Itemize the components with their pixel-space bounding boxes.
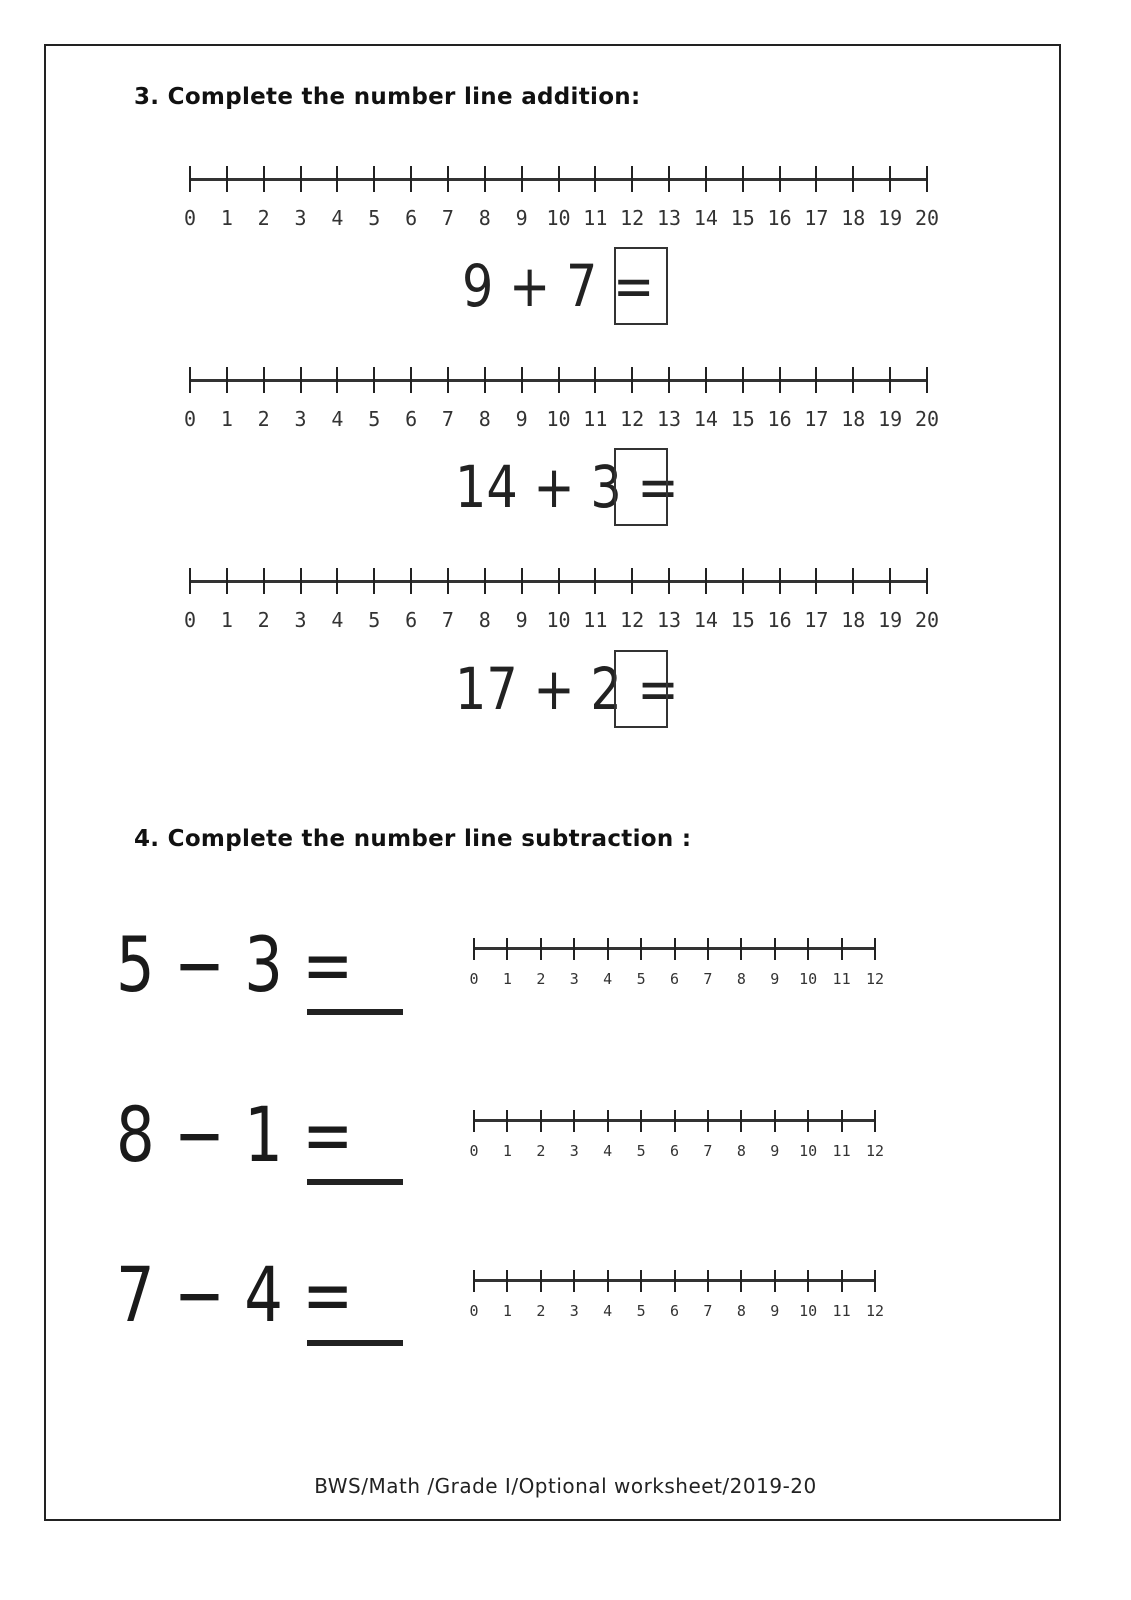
number-line-tick xyxy=(740,1110,742,1132)
number-line-label: 0 xyxy=(469,1142,479,1160)
number-line-tick xyxy=(410,166,412,192)
addition-problem-2: 14 + 3 = xyxy=(455,453,679,521)
number-line-tick xyxy=(594,367,596,393)
number-line-tick xyxy=(774,1110,776,1132)
number-line-tick xyxy=(447,568,449,594)
q4-heading: 4. Complete the number line subtraction : xyxy=(134,826,692,852)
number-line-tick xyxy=(631,568,633,594)
number-line-label: 18 xyxy=(841,608,866,632)
number-line-label: 9 xyxy=(515,608,528,632)
number-line-label: 1 xyxy=(502,1142,512,1160)
number-line-tick xyxy=(373,367,375,393)
number-line-tick xyxy=(841,1270,843,1292)
number-line-label: 11 xyxy=(832,1302,851,1320)
number-line-tick xyxy=(640,1270,642,1292)
number-line-tick xyxy=(852,367,854,393)
number-line-label: 8 xyxy=(478,407,491,431)
number-line-tick xyxy=(607,1270,609,1292)
number-line-tick xyxy=(447,367,449,393)
number-line-tick xyxy=(874,1110,876,1132)
number-line-tick xyxy=(226,166,228,192)
number-line-tick xyxy=(674,1110,676,1132)
number-line-tick xyxy=(226,568,228,594)
number-line-label: 15 xyxy=(730,206,755,230)
number-line-tick xyxy=(874,1270,876,1292)
number-line-tick xyxy=(815,367,817,393)
number-line-label: 13 xyxy=(657,608,682,632)
number-line-label: 5 xyxy=(368,608,381,632)
number-line-label: 9 xyxy=(770,1302,780,1320)
number-line-label: 12 xyxy=(865,1302,885,1320)
number-line-tick xyxy=(558,568,560,594)
number-line-label: 2 xyxy=(536,1142,546,1160)
number-line-tick xyxy=(707,1110,709,1132)
number-line-label: 5 xyxy=(636,1302,646,1320)
number-line-tick xyxy=(263,568,265,594)
number-line-tick xyxy=(573,938,575,960)
number-line-tick xyxy=(540,938,542,960)
number-line-label: 2 xyxy=(257,206,270,230)
number-line-tick xyxy=(740,1270,742,1292)
number-line-label: 11 xyxy=(832,1142,851,1160)
number-line-label: 4 xyxy=(603,970,613,988)
subtraction-problem-1: 5 − 3 = xyxy=(116,920,354,1009)
number-line-label: 3 xyxy=(294,206,307,230)
number-line-label: 16 xyxy=(767,206,792,230)
number-line-tick xyxy=(473,938,475,960)
number-line-label: 0 xyxy=(469,970,479,988)
number-line-tick xyxy=(807,1270,809,1292)
number-line-tick xyxy=(779,367,781,393)
number-line-label: 6 xyxy=(405,206,418,230)
number-line-label: 11 xyxy=(832,970,851,988)
number-line-label: 15 xyxy=(730,608,755,632)
number-line-tick xyxy=(705,568,707,594)
number-line-tick xyxy=(852,166,854,192)
number-line-label: 1 xyxy=(220,407,233,431)
number-line-tick xyxy=(874,938,876,960)
number-line-label: 19 xyxy=(878,407,903,431)
number-line-label: 2 xyxy=(257,407,270,431)
number-line-label: 11 xyxy=(583,206,608,230)
number-line-label: 15 xyxy=(730,407,755,431)
number-line-label: 7 xyxy=(703,970,713,988)
number-line-tick xyxy=(263,367,265,393)
number-line-label: 17 xyxy=(804,407,829,431)
number-line-tick xyxy=(473,1270,475,1292)
number-line-label: 8 xyxy=(736,970,746,988)
number-line-label: 8 xyxy=(736,1302,746,1320)
number-line-tick xyxy=(410,367,412,393)
number-line-label: 20 xyxy=(914,206,940,230)
number-line-label: 16 xyxy=(767,608,792,632)
number-line-label: 9 xyxy=(515,206,528,230)
number-line-label: 7 xyxy=(441,608,454,632)
number-line-label: 3 xyxy=(569,1302,579,1320)
number-line-label: 7 xyxy=(703,1142,713,1160)
number-line-tick xyxy=(506,938,508,960)
answer-box-3[interactable] xyxy=(614,650,668,728)
number-line-tick xyxy=(607,938,609,960)
number-line-tick xyxy=(668,166,670,192)
number-line-label: 20 xyxy=(914,608,940,632)
number-line-label: 4 xyxy=(603,1302,613,1320)
number-line-tick xyxy=(189,166,191,192)
number-line-label: 20 xyxy=(914,407,940,431)
number-line-tick xyxy=(674,1270,676,1292)
number-line-tick xyxy=(484,166,486,192)
number-line-label: 0 xyxy=(183,206,197,230)
number-line-label: 2 xyxy=(257,608,270,632)
number-line-label: 13 xyxy=(657,206,682,230)
number-line-label: 3 xyxy=(294,407,307,431)
number-line-tick xyxy=(410,568,412,594)
number-line-label: 0 xyxy=(183,608,197,632)
number-line-tick xyxy=(558,367,560,393)
number-line-tick xyxy=(815,568,817,594)
number-line-label: 12 xyxy=(620,608,645,632)
number-line-tick xyxy=(640,938,642,960)
number-line-label: 14 xyxy=(693,608,718,632)
number-line-label: 1 xyxy=(220,206,233,230)
number-line-tick xyxy=(674,938,676,960)
number-line-tick xyxy=(300,568,302,594)
number-line-tick xyxy=(373,166,375,192)
number-line-label: 9 xyxy=(770,970,780,988)
number-line-label: 11 xyxy=(583,608,608,632)
subtraction-problem-2: 8 − 1 = xyxy=(116,1090,354,1179)
number-line-label: 19 xyxy=(878,608,903,632)
number-line-tick xyxy=(740,938,742,960)
number-line-label: 3 xyxy=(569,1142,579,1160)
number-line-tick xyxy=(742,166,744,192)
number-line-tick xyxy=(779,166,781,192)
number-line-label: 9 xyxy=(515,407,528,431)
number-line-tick xyxy=(926,367,928,393)
number-line-tick xyxy=(373,568,375,594)
number-line-label: 0 xyxy=(469,1302,479,1320)
answer-blank-3[interactable] xyxy=(307,1340,403,1346)
number-line-label: 12 xyxy=(865,1142,885,1160)
number-line-tick xyxy=(926,568,928,594)
number-line-label: 2 xyxy=(536,970,546,988)
number-line-label: 3 xyxy=(569,970,579,988)
number-line-tick xyxy=(742,367,744,393)
addition-problem-1: 9 + 7 = xyxy=(462,252,655,320)
number-line-tick xyxy=(336,568,338,594)
number-line-tick xyxy=(631,166,633,192)
number-line-label: 9 xyxy=(770,1142,780,1160)
number-line-label: 19 xyxy=(878,206,903,230)
number-line-label: 10 xyxy=(546,206,571,230)
footer-text: BWS/Math /Grade I/Optional worksheet/2019-20 xyxy=(314,1474,817,1498)
number-line-label: 17 xyxy=(804,206,829,230)
number-line-tick xyxy=(607,1110,609,1132)
number-line-tick xyxy=(841,938,843,960)
number-line-tick xyxy=(336,367,338,393)
number-line-tick xyxy=(640,1110,642,1132)
addition-problem-3: 17 + 2 = xyxy=(455,655,679,723)
number-line-label: 10 xyxy=(799,970,818,988)
number-line-tick xyxy=(521,166,523,192)
number-line-label: 12 xyxy=(865,970,885,988)
number-line-tick xyxy=(226,367,228,393)
number-line-label: 17 xyxy=(804,608,829,632)
number-line-tick xyxy=(300,367,302,393)
number-line-tick xyxy=(594,568,596,594)
number-line-tick xyxy=(521,367,523,393)
number-line-label: 13 xyxy=(657,407,682,431)
number-line-label: 5 xyxy=(368,407,381,431)
number-line-label: 5 xyxy=(636,1142,646,1160)
number-line-label: 6 xyxy=(405,608,418,632)
number-line-label: 6 xyxy=(405,407,418,431)
number-line-tick xyxy=(889,367,891,393)
number-line-label: 8 xyxy=(736,1142,746,1160)
number-line-tick xyxy=(841,1110,843,1132)
number-line-label: 1 xyxy=(502,970,512,988)
number-line-tick xyxy=(189,367,191,393)
number-line-tick xyxy=(705,166,707,192)
number-line-tick xyxy=(774,938,776,960)
number-line-tick xyxy=(189,568,191,594)
number-line-tick xyxy=(705,367,707,393)
number-line-label: 12 xyxy=(620,407,645,431)
number-line-tick xyxy=(742,568,744,594)
number-line-tick xyxy=(668,367,670,393)
number-line-tick xyxy=(807,938,809,960)
number-line-label: 1 xyxy=(220,608,233,632)
subtraction-problem-3: 7 − 4 = xyxy=(116,1250,354,1339)
number-line-tick xyxy=(484,568,486,594)
number-line-label: 18 xyxy=(841,206,866,230)
number-line-tick xyxy=(707,938,709,960)
q3-heading: 3. Complete the number line addition: xyxy=(134,84,641,110)
number-line-tick xyxy=(926,166,928,192)
number-line-tick xyxy=(336,166,338,192)
number-line-tick xyxy=(852,568,854,594)
number-line-label: 0 xyxy=(183,407,197,431)
number-line-tick xyxy=(889,568,891,594)
number-line-label: 7 xyxy=(703,1302,713,1320)
number-line-label: 10 xyxy=(799,1142,818,1160)
number-line-label: 5 xyxy=(636,970,646,988)
number-line-tick xyxy=(540,1270,542,1292)
number-line-label: 18 xyxy=(841,407,866,431)
number-line-label: 7 xyxy=(441,206,454,230)
answer-box-1[interactable] xyxy=(614,247,668,325)
number-line-label: 12 xyxy=(620,206,645,230)
number-line-tick xyxy=(521,568,523,594)
number-line-label: 4 xyxy=(331,608,344,632)
number-line-label: 16 xyxy=(767,407,792,431)
number-line-label: 8 xyxy=(478,206,491,230)
number-line-tick xyxy=(807,1110,809,1132)
number-line-tick xyxy=(300,166,302,192)
number-line-tick xyxy=(668,568,670,594)
number-line-tick xyxy=(558,166,560,192)
number-line-tick xyxy=(779,568,781,594)
number-line-tick xyxy=(594,166,596,192)
number-line-label: 10 xyxy=(546,608,571,632)
number-line-tick xyxy=(506,1270,508,1292)
number-line-tick xyxy=(447,166,449,192)
number-line-tick xyxy=(774,1270,776,1292)
number-line-label: 1 xyxy=(502,1302,512,1320)
number-line-label: 3 xyxy=(294,608,307,632)
answer-box-2[interactable] xyxy=(614,448,668,526)
number-line-label: 10 xyxy=(546,407,571,431)
number-line-label: 4 xyxy=(331,206,344,230)
number-line-tick xyxy=(631,367,633,393)
number-line-label: 4 xyxy=(331,407,344,431)
number-line-label: 4 xyxy=(603,1142,613,1160)
number-line-label: 10 xyxy=(799,1302,818,1320)
number-line-tick xyxy=(263,166,265,192)
number-line-label: 6 xyxy=(669,1142,680,1160)
number-line-tick xyxy=(540,1110,542,1132)
number-line-tick xyxy=(889,166,891,192)
number-line-label: 14 xyxy=(693,407,718,431)
number-line-label: 2 xyxy=(536,1302,546,1320)
answer-blank-2[interactable] xyxy=(307,1179,403,1185)
number-line-tick xyxy=(815,166,817,192)
number-line-tick xyxy=(573,1110,575,1132)
number-line-tick xyxy=(506,1110,508,1132)
number-line-label: 11 xyxy=(583,407,608,431)
number-line-tick xyxy=(484,367,486,393)
number-line-tick xyxy=(707,1270,709,1292)
number-line-label: 7 xyxy=(441,407,454,431)
number-line-tick xyxy=(473,1110,475,1132)
number-line-label: 6 xyxy=(669,970,680,988)
number-line-label: 14 xyxy=(693,206,718,230)
number-line-tick xyxy=(573,1270,575,1292)
number-line-label: 6 xyxy=(669,1302,680,1320)
number-line-label: 5 xyxy=(368,206,381,230)
answer-blank-1[interactable] xyxy=(307,1009,403,1015)
number-line-label: 8 xyxy=(478,608,491,632)
